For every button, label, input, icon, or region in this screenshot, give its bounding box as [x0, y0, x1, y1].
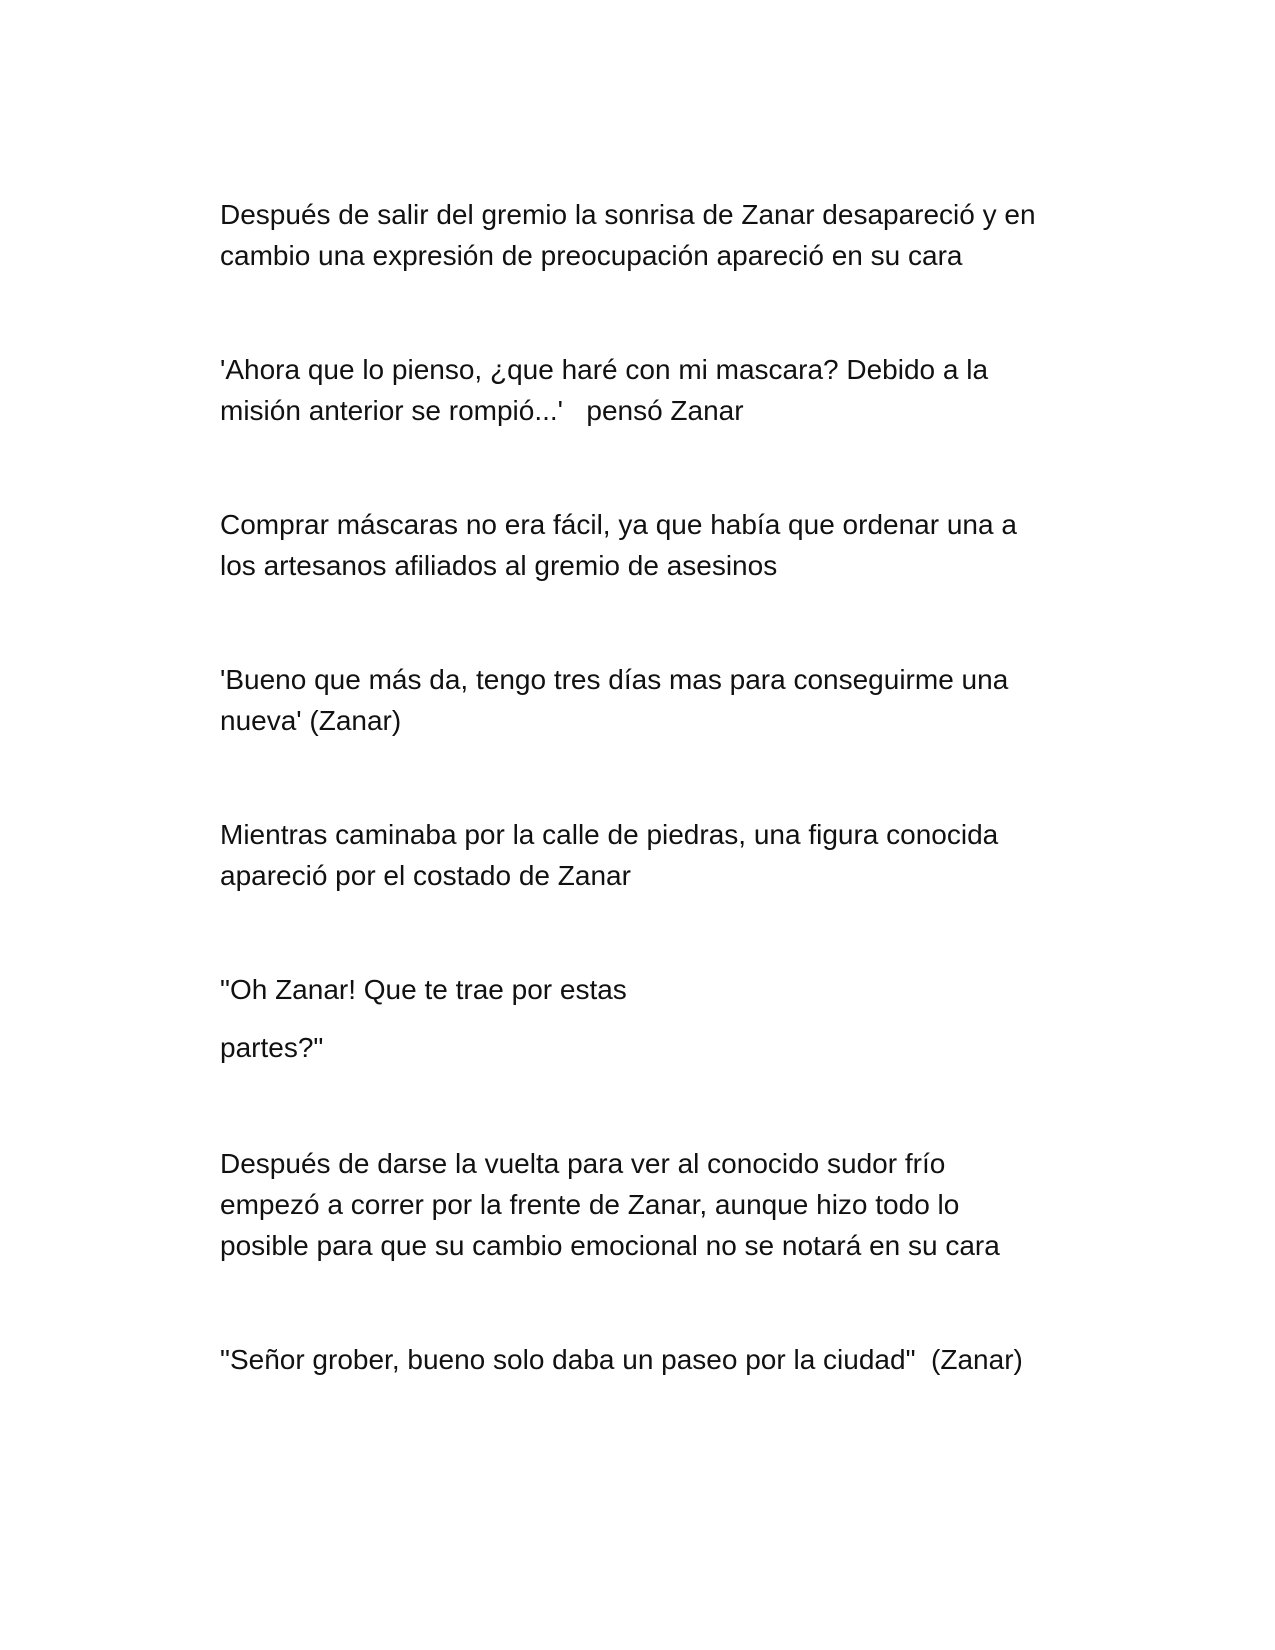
- paragraph-line: "Oh Zanar! Que te trae por estas: [220, 974, 627, 1005]
- paragraph-1: [220, 194, 1080, 276]
- paragraph-6-line-2: [220, 1027, 1080, 1068]
- paragraph-line: los artesanos afiliados al gremio de asesinos: [220, 550, 778, 581]
- paragraph-8: [220, 1339, 1080, 1380]
- paragraph-2: [220, 349, 1080, 431]
- paragraph-line: Mientras caminaba por la calle de piedras, una figura conocida: [220, 819, 999, 850]
- paragraph-line: Comprar máscaras no era fácil, ya que había que ordenar una a: [220, 509, 1017, 540]
- paragraph-line: posible para que su cambio emocional no se notará en su cara: [220, 1230, 1000, 1261]
- paragraph-line: 'Bueno que más da, tengo tres días mas para conseguirme una: [220, 664, 1009, 695]
- paragraph-4: [220, 659, 1080, 741]
- paragraph-5: [220, 814, 1080, 896]
- paragraph-line: Después de darse la vuelta para ver al conocido sudor frío: [220, 1148, 946, 1179]
- paragraph-line: cambio una expresión de preocupación apareció en su cara: [220, 240, 963, 271]
- paragraph-3: [220, 504, 1080, 586]
- paragraph-line: empezó a correr por la frente de Zanar, aunque hizo todo lo: [220, 1189, 960, 1220]
- paragraph-line: 'Ahora que lo pienso, ¿que haré con mi mascara? Debido a la: [220, 354, 989, 385]
- paragraph-7: [220, 1143, 1080, 1266]
- paragraph-line: Después de salir del gremio la sonrisa de Zanar desapareció y en: [220, 199, 1036, 230]
- paragraph-line: nueva' (Zanar): [220, 705, 402, 736]
- paragraph-line: partes?": [220, 1032, 324, 1063]
- paragraph-line: apareció por el costado de Zanar: [220, 860, 631, 891]
- paragraph-line: misión anterior se rompió...' pensó Zanar: [220, 395, 744, 426]
- paragraph-line: "Señor grober, bueno solo daba un paseo por la ciudad" (Zanar): [220, 1344, 1023, 1375]
- paragraph-6-line-1: [220, 969, 1080, 1010]
